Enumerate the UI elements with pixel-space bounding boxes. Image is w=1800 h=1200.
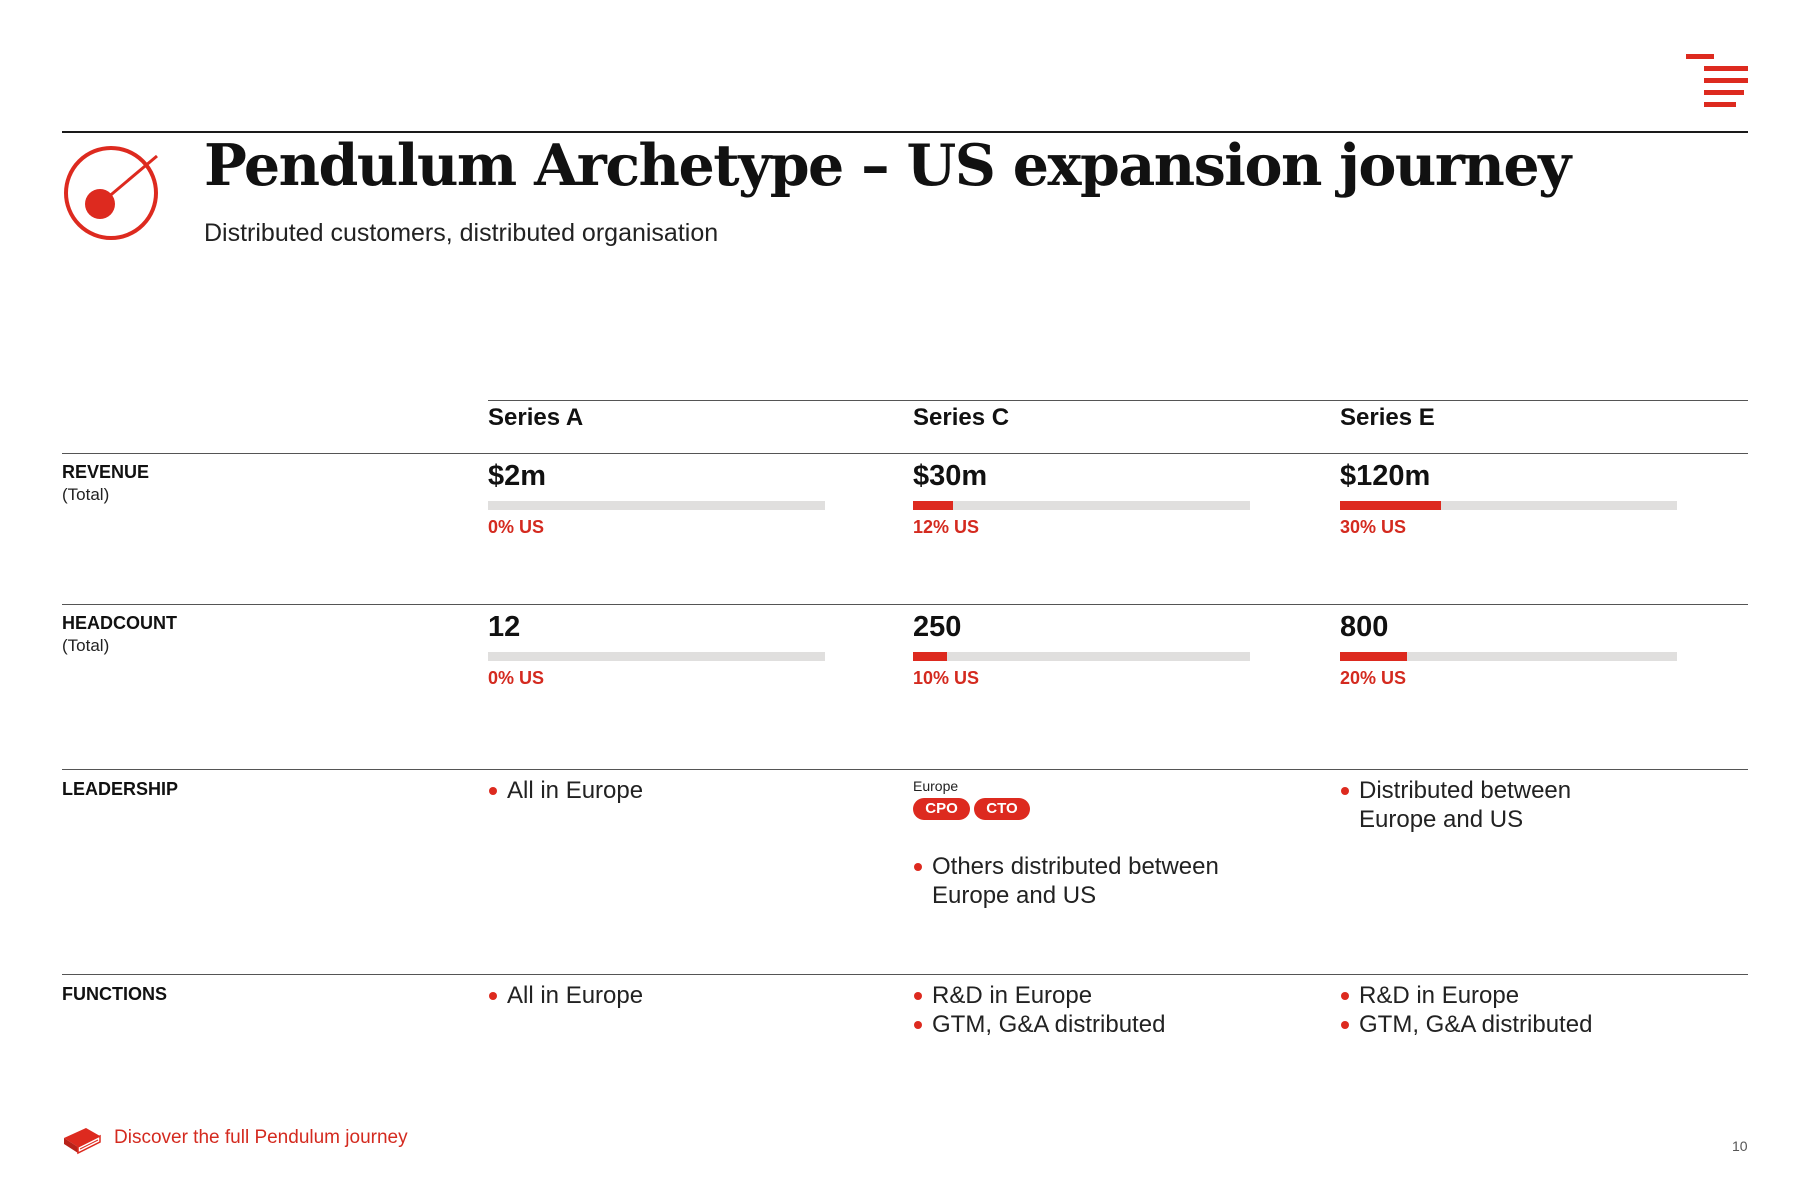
revenue-bar-series-c bbox=[913, 501, 1250, 510]
row-label-functions: FUNCTIONS bbox=[62, 984, 167, 1004]
revenue-value-series-e: $120m bbox=[1340, 460, 1431, 492]
revenue-us-share-series-c: 12% US bbox=[913, 517, 980, 537]
leadership-row-divider bbox=[62, 769, 1748, 770]
book-icon[interactable] bbox=[62, 1122, 102, 1156]
leadership-bullet-series-e bbox=[1340, 776, 1571, 834]
headcount-bar-series-e bbox=[1340, 652, 1677, 661]
column-header-series-e: Series E bbox=[1340, 404, 1435, 431]
leadership-bullet-series-c bbox=[913, 852, 1219, 910]
headcount-value-series-a: 12 bbox=[488, 611, 521, 643]
revenue-bar-series-a bbox=[488, 501, 825, 510]
revenue-bar-series-e bbox=[1340, 501, 1677, 510]
headcount-us-share-series-a: 0% US bbox=[488, 668, 545, 688]
headcount-bar-series-c bbox=[913, 652, 1250, 661]
headcount-bar-series-a bbox=[488, 652, 825, 661]
revenue-row-divider bbox=[62, 453, 1748, 454]
row-label-revenue: REVENUE bbox=[62, 462, 150, 482]
headcount-row-divider bbox=[62, 604, 1748, 605]
column-header-series-c: Series C bbox=[913, 404, 1010, 431]
revenue-bar-fill-series-c bbox=[913, 501, 953, 510]
headcount-value-series-e: 800 bbox=[1340, 611, 1389, 643]
revenue-value-series-a: $2m bbox=[488, 460, 547, 492]
functions-bullet-series-a: All in Europe bbox=[488, 981, 643, 1010]
revenue-bar-fill-series-e bbox=[1340, 501, 1441, 510]
headcount-us-share-series-c: 10% US bbox=[913, 668, 980, 688]
functions-row-divider bbox=[62, 974, 1748, 975]
stacked-bars-logo-icon bbox=[1686, 54, 1748, 108]
page-subtitle: Distributed customers, distributed organisation bbox=[204, 219, 719, 247]
row-label-leadership: LEADERSHIP bbox=[62, 779, 179, 799]
leadership-bullet-series-e-line-2: Europe and US bbox=[1359, 806, 1524, 833]
page-title: Pendulum Archetype – US expansion journey bbox=[204, 132, 1570, 199]
leadership-bullet-series-c-line-2: Europe and US bbox=[932, 882, 1097, 909]
headcount-bar-fill-series-e bbox=[1340, 652, 1407, 661]
row-label-headcount: HEADCOUNT bbox=[62, 613, 177, 633]
revenue-us-share-series-e: 30% US bbox=[1340, 517, 1407, 537]
row-sublabel-revenue: (Total) bbox=[62, 485, 110, 504]
column-header-series-a: Series A bbox=[488, 404, 584, 431]
role-pill-cpo: CPO bbox=[913, 798, 970, 820]
functions-bullet-series-e-1: R&D in Europe bbox=[1340, 981, 1519, 1010]
headcount-bar-fill-series-c bbox=[913, 652, 947, 661]
functions-bullet-series-c-2: GTM, G&A distributed bbox=[913, 1010, 1165, 1039]
leadership-bullet-series-e-line-1: Distributed between bbox=[1359, 777, 1572, 804]
revenue-us-share-series-a: 0% US bbox=[488, 517, 545, 537]
role-pill-cto: CTO bbox=[974, 798, 1030, 820]
page-number: 10 bbox=[1732, 1138, 1748, 1154]
revenue-value-series-c: $30m bbox=[913, 460, 988, 492]
pendulum-gauge-icon bbox=[62, 144, 160, 242]
leadership-europe-caption: Europe bbox=[913, 778, 959, 794]
headcount-value-series-c: 250 bbox=[913, 611, 962, 643]
functions-bullet-series-e-2: GTM, G&A distributed bbox=[1340, 1010, 1592, 1039]
headcount-us-share-series-e: 20% US bbox=[1340, 668, 1407, 688]
leadership-bullet-series-a: All in Europe bbox=[488, 776, 643, 805]
column-header-top-divider bbox=[488, 400, 1748, 401]
functions-bullet-series-c-1: R&D in Europe bbox=[913, 981, 1092, 1010]
leadership-bullet-series-c-line-1: Others distributed between bbox=[932, 853, 1219, 880]
discover-pendulum-journey-link[interactable]: Discover the full Pendulum journey bbox=[114, 1127, 408, 1148]
row-sublabel-headcount: (Total) bbox=[62, 636, 110, 655]
